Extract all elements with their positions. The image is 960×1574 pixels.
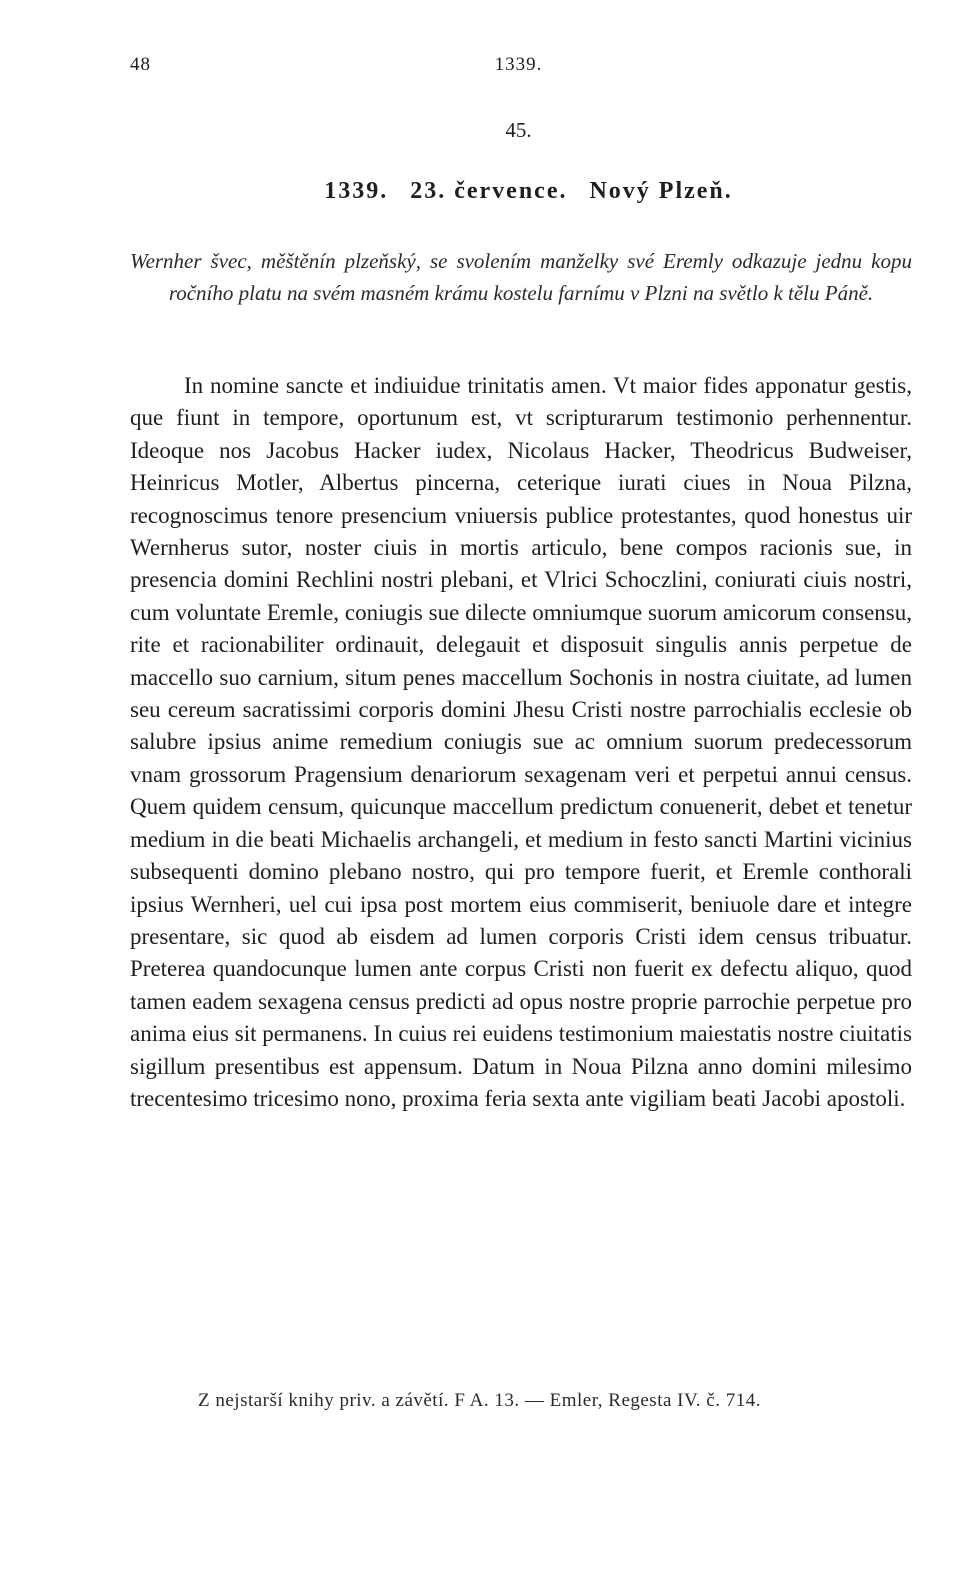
page-number: 48 [130,54,151,75]
source-note: Z nejstarší knihy priv. a závětí. F A. 13. — Emler, Regesta IV. č. 714. [198,1390,761,1411]
date-place: Nový Plzeň. [589,178,733,204]
document-number: 45. [505,118,532,142]
document-date-heading [0,178,960,205]
latin-charter-text: In nomine sancte et indiuidue trinitatis amen. Vt maior fides apponatur gestis, que fiunt in tempore, oportunum est, vt scripturarum testimonio perhennentur. Ideoque nos Jacobus Hacker iudex, Nicolaus Hacker, Theodricus Budweiser, Heinricus Motler, Albertus pincerna, ceterique iurati ciues in Noua Pilzna, recognoscimus tenore presencium vniuersis publice protestantes, quod honestus uir Wernherus sutor, noster ciuis in mortis articulo, bene compos racionis sue, in presencia domini Rechlini nostri plebani, et Vlrici Schoczlini, coniurati ciuis nostri, cum voluntate Eremle, coniugis sue dilecte omniumque suorum amicorum consensu, rite et racionabiliter ordinauit, delegauit et disposuit singulis annis perpetue de maccello suo carnium, situm penes maccellum Sochonis in nostra ciuitate, ad lumen seu cereum sacratissimi corporis domini Jhesu Cristi nostre parrochialis ecclesie ob salubre ipsius anime remedium coniugis sue ac omnium suorum predecessorum vnam grossorum Pragensium denariorum sexagenam veri et perpetui annui census. Quem quidem censum, quicunque maccellum predictum conuenerit, debet et tenetur medium in die beati Michaelis archangeli, et medium in festo sancti Martini vicinius subsequenti domino plebano nostro, qui pro tempore fuerit, et Eremle conthorali ipsius Wernheri, uel cui ipsa post mortem eius commiserit, beniuole dare et integre presentare, sic quod ab eisdem ad lumen corporis Cristi idem census tribuatur. Preterea quandocunque lumen ante corpus Cristi non fuerit ex defectu aliquo, quod tamen eadem sexagena census predicti ad opus nostre proprie parrochie perpetue pro anima eius sit permanens. In cuius rei euidens testimonium maiestatis nostre ciuitatis sigillum presentibus est appensum. Datum in Noua Pilzna anno domini milesimo trecentesimo tricesimo nono, proxima feria sexta ante vigiliam beati Jacobi apostoli. [130,373,912,1111]
date-day-month: 23. července. [410,178,568,204]
running-year-header: 1339. [494,54,543,75]
date-year: 1339. [324,178,389,204]
czech-regest-summary: Wernher švec, měštěnín plzeňský, se svolením manželky své Eremly odkazuje jednu kopu ročního platu na svém masném krámu kostelu farnímu v Plzni na světlo k tělu Páně. [130,249,912,305]
